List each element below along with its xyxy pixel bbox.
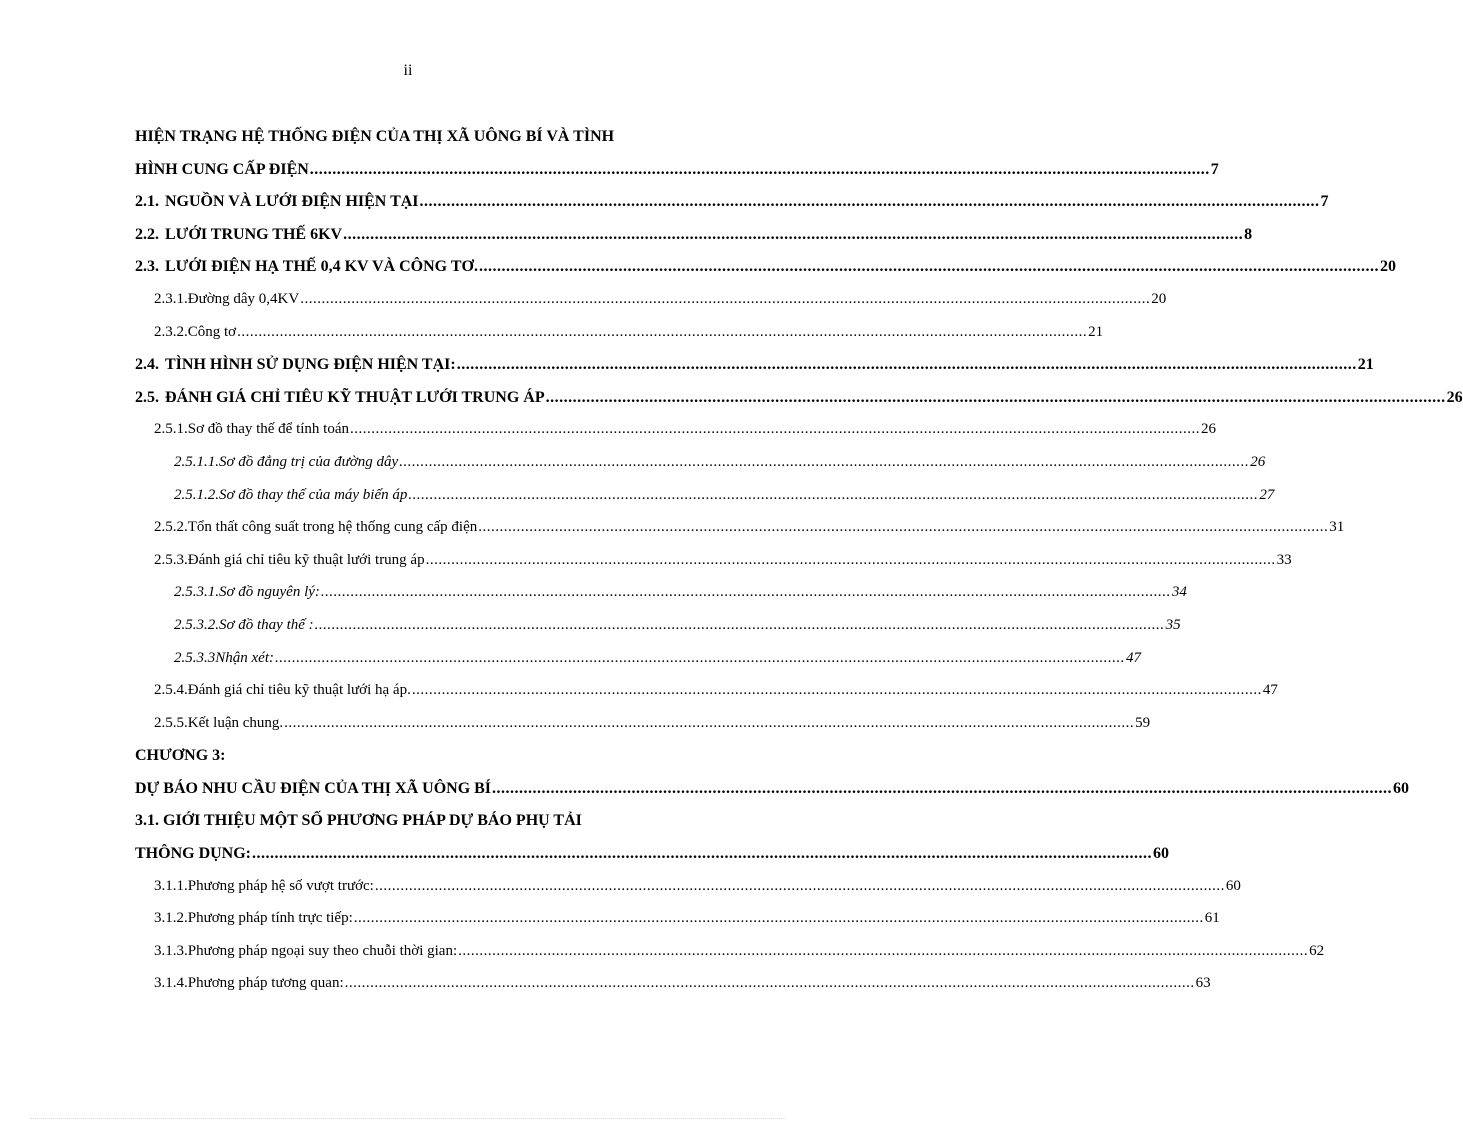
toc-dot-leader [408,487,1258,504]
toc-entry-title: Sơ đồ thay thế để tính toán [187,421,349,438]
toc-dot-leader [252,845,1152,863]
toc-entry-title: LƯỚI TRUNG THẾ 6KV [165,225,343,243]
toc-entry[interactable] [135,388,1463,422]
toc-entry-page: 8 [1244,225,1253,243]
toc-entry-title: Sơ đồ nguyên lý: [219,584,320,601]
toc-entry-page: 26 [1250,453,1266,470]
toc-entry-page: 21 [1088,323,1104,340]
toc-entry-title: LƯỚI ĐIỆN HẠ THẾ 0,4 KV VÀ CÔNG TƠ. [165,258,478,276]
toc-entry-number: 3.1.1. [154,877,188,894]
toc-entry-title: Sơ đồ đẳng trị của đường dây [219,453,399,470]
toc-dot-leader [321,584,1171,601]
toc-dot-leader [375,878,1225,895]
toc-entry-number: 2.3.2. [154,323,188,340]
toc-entry-number: 2.5.3.1. [174,584,219,601]
toc-entry-number: 2.4. [135,356,159,374]
toc-entry[interactable] [135,649,1141,683]
toc-entry[interactable] [135,421,1216,454]
toc-entry-number: 2.1. [135,193,159,211]
toc-entry-page: 31 [1329,519,1345,536]
toc-entry-number: 2.5.3. [154,551,188,568]
toc-entry-title: 3.1. GIỚI THIỆU MỘT SỐ PHƯƠNG PHÁP DỰ BÁO PHỤ TẢI [135,812,582,830]
toc-entry-number: 2.5. [135,388,159,406]
toc-dot-leader [458,943,1308,960]
toc-entry-page: 63 [1195,975,1211,992]
toc-entry-number: 3.1.4. [154,975,188,992]
toc-entry-page: 20 [1379,258,1396,276]
toc-entry-number: 2.5.3.3 [174,649,216,666]
toc-entry-number: 2.5.2. [154,519,188,536]
toc-entry-title: Phương pháp tính trực tiếp: [187,910,353,927]
toc-dot-leader [350,421,1200,438]
toc-entry[interactable] [135,225,1253,259]
toc-entry-number: 2.5.1.1. [174,453,219,470]
toc-entry[interactable] [135,519,1345,552]
toc-dot-leader [343,226,1243,244]
toc-entry[interactable] [135,714,1151,748]
toc-entry-number: 2.5.4. [154,682,188,699]
toc-entry[interactable] [135,910,1220,943]
toc-entry-page: 47 [1262,682,1278,699]
toc-entry[interactable] [135,942,1325,976]
toc-dot-leader [546,389,1446,407]
toc-entry-page: 34 [1171,584,1187,601]
toc-entry-title: Kết luận chung. [187,714,284,731]
toc-entry[interactable] [135,877,1241,911]
toc-dot-leader [457,356,1357,374]
toc-entry[interactable] [135,290,1167,324]
toc-entry[interactable] [135,160,1219,194]
toc-dot-leader [275,650,1125,667]
toc-entry-title: TÌNH HÌNH SỬ DỤNG ĐIỆN HIỆN TẠI: [165,356,456,374]
toc-entry-page: 62 [1309,942,1325,959]
toc-entry[interactable] [135,453,1266,487]
toc-entry-number: 2.5.1.2. [174,486,219,503]
toc-entry-page: 60 [1393,779,1410,797]
toc-entry[interactable] [135,812,739,845]
toc-entry-page: 7 [1320,193,1329,211]
toc-entry-number: 2.5.1. [154,421,188,438]
toc-dot-leader [479,258,1379,276]
toc-entry[interactable] [135,323,1104,357]
toc-entry-title: CHƯƠNG 3: [135,747,226,765]
page-bottom-divider [30,1118,786,1119]
toc-entry-title: DỰ BÁO NHU CẦU ĐIỆN CỦA THỊ XÃ UÔNG BÍ [135,779,492,797]
toc-dot-leader [420,193,1320,211]
toc-entry-page: 27 [1259,486,1275,503]
toc-entry-page: 21 [1357,356,1374,374]
toc-dot-leader [478,519,1328,536]
toc-dot-leader [399,454,1249,471]
toc-dot-leader [492,780,1392,798]
toc-entry[interactable] [135,551,1292,585]
toc-entry[interactable] [135,975,1211,1008]
toc-entry-title: ĐÁNH GIÁ CHỈ TIÊU KỸ THUẬT LƯỚI TRUNG ÁP [165,388,545,406]
toc-entry-page: 59 [1135,714,1151,731]
toc-dot-leader [310,161,1210,179]
toc-entry-title: Phương pháp hệ số vượt trước: [187,877,374,894]
toc-entry-title: THÔNG DỤNG: [135,845,251,863]
toc-entry-page: 60 [1225,877,1241,894]
toc-entry-title: Công tơ [187,323,237,340]
toc-entry-number: 3.1.3. [154,942,188,959]
toc-entry[interactable] [135,258,1396,291]
toc-entry-page: 26 [1446,388,1463,406]
toc-entry[interactable] [135,682,1278,715]
toc-entry-title: Đường dây 0,4KV [187,290,300,307]
toc-entry-title: Phương pháp ngoại suy theo chuỗi thời gian: [187,942,458,959]
toc-entry-number: 2.5.5. [154,714,188,731]
toc-dot-leader [300,291,1150,308]
page-number: ii [403,62,413,79]
toc-entry-page: 61 [1204,910,1220,927]
toc-entry-title: HÌNH CUNG CẤP ĐIỆN [135,160,309,178]
toc-entry-page: 20 [1151,290,1167,307]
toc-entry-number: 2.3.1. [154,290,188,307]
toc-dot-leader [237,324,1087,341]
toc-entry-number: 2.2. [135,225,159,243]
toc-entry-title: Sơ đồ thay thế : [219,616,314,633]
toc-entry-title: Đánh giá chỉ tiêu kỹ thuật lưới trung áp [187,551,425,568]
toc-entry[interactable] [135,616,1181,650]
toc-entry-title: Sơ đồ thay thế của máy biến áp [219,486,408,503]
toc-entry-page: 33 [1276,551,1292,568]
toc-dot-leader [315,617,1165,634]
toc-dot-leader [412,682,1262,699]
toc-entry-page: 35 [1165,616,1181,633]
toc-dot-leader [284,715,1134,732]
toc-entry-number: 2.3. [135,258,159,276]
toc-entry-page: 60 [1153,845,1169,863]
toc-entry-number: 3.1.2. [154,910,188,927]
toc-entry-number: 2.5.3.2. [174,616,219,633]
toc-dot-leader [345,975,1195,992]
table-of-contents [135,128,1463,1008]
toc-entry-page: 7 [1210,160,1219,178]
toc-entry-title: Phương pháp tương quan: [187,975,344,992]
toc-entry[interactable] [135,128,739,161]
toc-entry[interactable] [135,584,1187,617]
toc-entry-title: Tổn thất công suất trong hệ thống cung cấp điện [187,519,478,536]
toc-dot-leader [426,552,1276,569]
toc-entry[interactable] [135,845,1169,878]
toc-entry[interactable] [135,747,739,780]
toc-entry-title: NGUỒN VÀ LƯỚI ĐIỆN HIỆN TẠI [165,193,419,211]
toc-entry-title: HIỆN TRẠNG HỆ THỐNG ĐIỆN CỦA THỊ XÃ UÔNG BÍ VÀ TÌNH [135,128,615,145]
toc-entry-page: 26 [1201,421,1216,438]
toc-entry[interactable] [135,486,1275,520]
toc-entry[interactable] [135,356,1374,389]
toc-entry-page: 47 [1125,649,1141,666]
toc-entry-title: Nhận xét: [215,649,274,666]
toc-entry-title: Đánh giá chỉ tiêu kỹ thuật lưới hạ áp. [187,682,411,699]
toc-dot-leader [354,910,1204,927]
toc-entry[interactable] [135,779,1410,813]
toc-entry[interactable] [135,193,1329,226]
